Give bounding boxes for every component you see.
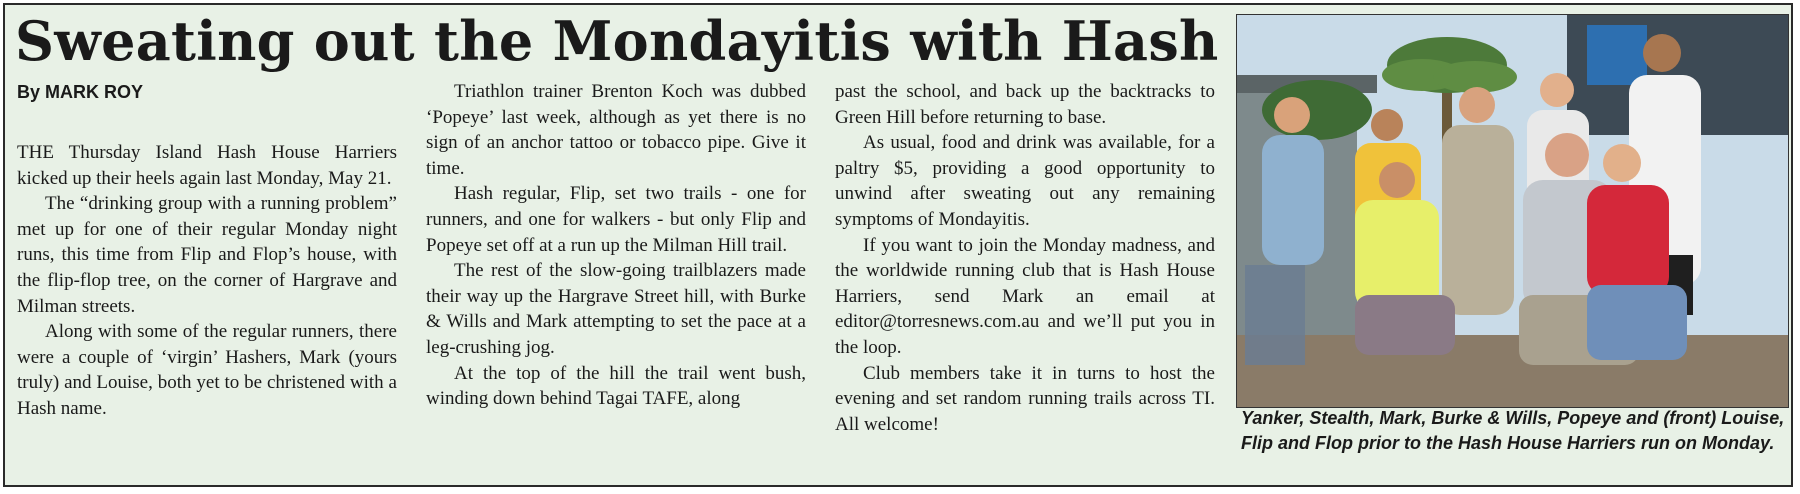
column-2 (426, 79, 806, 487)
paragraph: THE Thursday Island Hash House Harriers kicked up their heels again last Monday, May 21. (17, 142, 397, 189)
group-photo (1236, 14, 1789, 408)
paragraph: Hash regular, Flip, set two trails - one for runners, and one for walkers - but only Flip and Popeye set off at a run up the Milman Hill trail. (426, 183, 806, 256)
group-photo-illustration (1237, 15, 1788, 407)
paragraph: The rest of the slow-going trailblazers made their way up the Hargrave Street hill, with Burke & Wills and Mark attempting to set the pace at a leg-crushing jog. (426, 260, 806, 358)
column-1 (17, 140, 397, 486)
paragraph: If you want to join the Monday madness, and the worldwide running club that is Hash House Harriers, send Mark an email at editor@torresnews.com.au and we’ll put you in the loop. (835, 234, 1215, 358)
byline: By MARK ROY (17, 82, 144, 102)
paragraph: past the school, and back up the backtracks to Green Hill before returning to base. (835, 81, 1215, 128)
article-clipping (3, 3, 1793, 487)
paragraph: As usual, food and drink was available, for a paltry $5, providing a good opportunity to unwind after sweating out any remaining symptoms of Mondayitis. (835, 132, 1215, 230)
column-3 (835, 79, 1215, 487)
headline: Sweating out the Mondayitis with Hash (15, 9, 1219, 73)
photo-caption: Yanker, Stealth, Mark, Burke & Wills, Popeye and (front) Louise, Flip and Flop prior to the Hash House Harriers run on Monday. (1241, 408, 1785, 453)
paragraph: Club members take it in turns to host the evening and set random running trails across TI. All welcome! (835, 362, 1215, 435)
paragraph: Along with some of the regular runners, there were a couple of ‘virgin’ Hashers, Mark (yours truly) and Louise, both yet to be christened with a Hash name. (17, 321, 397, 419)
paragraph: The “drinking group with a running problem” met up for one of their regular Monday night runs, this time from Flip and Flop’s house, with the flip-flop tree, on the corner of Hargrave and Milman streets. (17, 193, 397, 317)
paragraph: Triathlon trainer Brenton Koch was dubbed ‘Popeye’ last week, although as yet there is no sign of an anchor tattoo or tobacco pipe. Give it time. (426, 81, 806, 179)
paragraph: At the top of the hill the trail went bush, winding down behind Tagai TAFE, along (426, 362, 806, 410)
